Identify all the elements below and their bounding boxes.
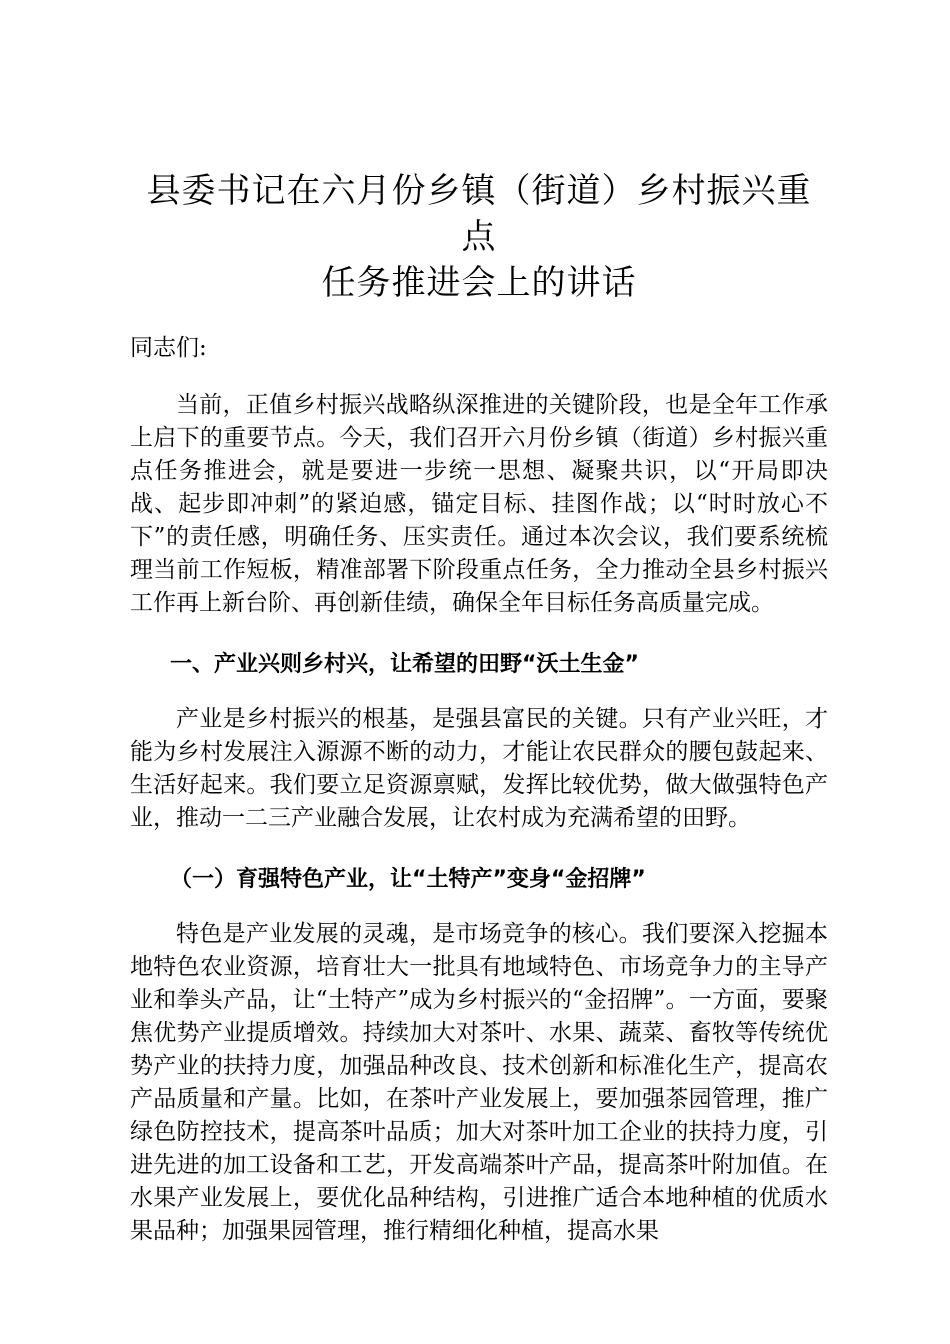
title-line-2: 任务推进会上的讲话 [321,263,637,303]
title-line-1: 县委书记在六月份乡镇（街道）乡村振兴重点 [146,171,812,257]
subsection-heading-1-1: （一）育强特色产业，让“土特产”变身“金招牌” [170,867,646,892]
section-heading-1: 一、产业兴则乡村兴，让希望的田野“沃土生金” [170,652,639,677]
salutation: 同志们: [130,335,207,361]
document-page [130,168,828,1248]
document-title [130,168,828,306]
specialty-paragraph: 特色是产业发展的灵魂，是市场竞争的核心。我们要深入挖掘本地特色农业资源，培育壮大一批具有地域特色、市场竞争力的主导产业和拳头产品，让“土特产”成为乡村振兴的“金招牌”。一方面，要聚焦优势产业提质增效。持续加大对茶叶、水果、蔬菜、畜牧等传统优势产业的扶持力度，加强品种改良、技术创新和标准化生产，提高农产品质量和产量。比如，在茶叶产业发展上，要加强茶园管理，推广绿色防控技术，提高茶叶品质；加大对茶叶加工企业的扶持力度，引进先进的加工设备和工艺，开发高端茶叶产品，提高茶叶附加值。在水果产业发展上，要优化品种结构，引进推广适合本地种植的优质水果品种；加强果园管理，推行精细化种植，提高水果 [130,921,828,1244]
industry-paragraph: 产业是乡村振兴的根基，是强县富民的关键。只有产业兴旺，才能为乡村发展注入源源不断的动力，才能让农民群众的腰包鼓起来、生活好起来。我们要立足资源禀赋，发挥比较优势，做大做强特色产业，推动一二三产业融合发展，让农村成为充满希望的田野。 [130,706,828,831]
intro-paragraph: 当前，正值乡村振兴战略纵深推进的关键阶段，也是全年工作承上启下的重要节点。今天，我们召开六月份乡镇（街道）乡村振兴重点任务推进会，就是要进一步统一思想、凝聚共识，以“开局即决战、起步即冲刺”的紧迫感，锚定目标、挂图作战；以“时时放心不下”的责任感，明确任务、压实责任。通过本次会议，我们要系统梳理当前工作短板，精准部署下阶段重点任务，全力推动全县乡村振兴工作再上新台阶、再创新佳绩，确保全年目标任务高质量完成。 [130,392,828,616]
